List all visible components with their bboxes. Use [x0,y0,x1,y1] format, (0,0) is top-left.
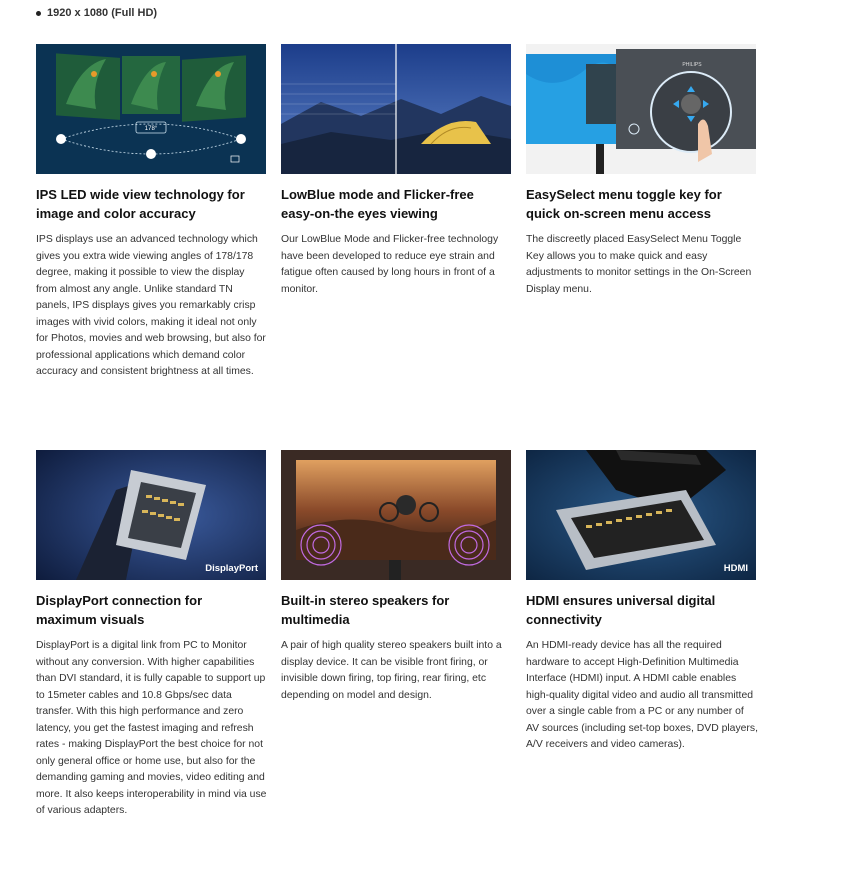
displayport-connector-image [36,450,266,580]
feature-description: A pair of high quality stereo speakers built into a display device. It can be visible front firing, or invisible down firing, top firing, rear firing, etc depending on model and design. [281,640,502,701]
feature-card-displayport [36,450,266,820]
feature-description: DisplayPort is a digital link from PC to Monitor without any conversion. With higher capabilities than DVI standard, it is fully capable to support up to 15meter cables and 10.8 Gbps/sec data transfer. With this high performance and zero latency, you get the fastest imaging and refresh rates - making DisplayPort the best choice for not only general office or home use, but also for the demanding gaming and movies, video editing and more. It also keeps interoperability in mind via use of various adapters. [36,640,267,816]
feature-card-lowblue [281,44,511,298]
feature-card-speakers [281,450,511,704]
feature-description: An HDMI-ready device has all the required hardware to accept High-Definition Multimedia Interface (HDMI) input. A HDMI cable enables high-quality digital video and audio all transmitted over a single cable from a PC or any number of AV sources (including set-top boxes, DVD players, A/V receivers and video cameras). [526,640,758,750]
feature-title: IPS LED wide view technology for image and color accuracy [36,187,245,221]
hdmi-connector-image [526,450,756,580]
svg-text:PHILIPS: PHILIPS [682,62,702,68]
spec-resolution-text: 1920 x 1080 (Full HD) [47,7,158,19]
lowblue-comparison-image [281,44,511,174]
bullet-dot [36,11,41,16]
feature-title: LowBlue mode and Flicker-free easy-on-the eyes viewing [281,187,474,221]
feature-title: Built-in stereo speakers for multimedia [281,593,450,627]
feature-title: EasySelect menu toggle key for quick on-screen menu access [526,187,722,221]
hdmi-badge: HDMI [723,563,748,574]
feature-description: The discreetly placed EasySelect Menu Toggle Key allows you to make quick and easy adjustments to monitor settings in the On-Screen Display menu. [526,234,752,295]
ips-wide-view-image [36,44,266,174]
feature-description: IPS displays use an advanced technology which gives you extra wide viewing angles of 178/178 degree, making it possible to view the display from almost any angle. Unlike standard TN panels, IPS displays gives you remarkably crisp images with vivid colors, making it ideal not only for Photos, movies and web browsing, but also for professional applications which demand color accuracy and consistent brightness at all times. [36,234,266,377]
feature-card-hdmi [526,450,756,754]
stereo-speakers-image [281,450,511,580]
svg-text:178°: 178° [144,126,158,132]
feature-title: DisplayPort connection for maximum visuals [36,593,203,627]
feature-title: HDMI ensures universal digital connectivity [526,593,716,627]
feature-description: Our LowBlue Mode and Flicker-free technology have been developed to reduce eye strain and fatigue often caused by long hours in front of a monitor. [281,234,499,295]
feature-card-easyselect [526,44,756,298]
feature-card-ips [36,44,266,381]
spec-resolution [36,7,157,19]
easyselect-toggle-image [526,44,756,174]
displayport-badge: DisplayPort [205,563,258,574]
